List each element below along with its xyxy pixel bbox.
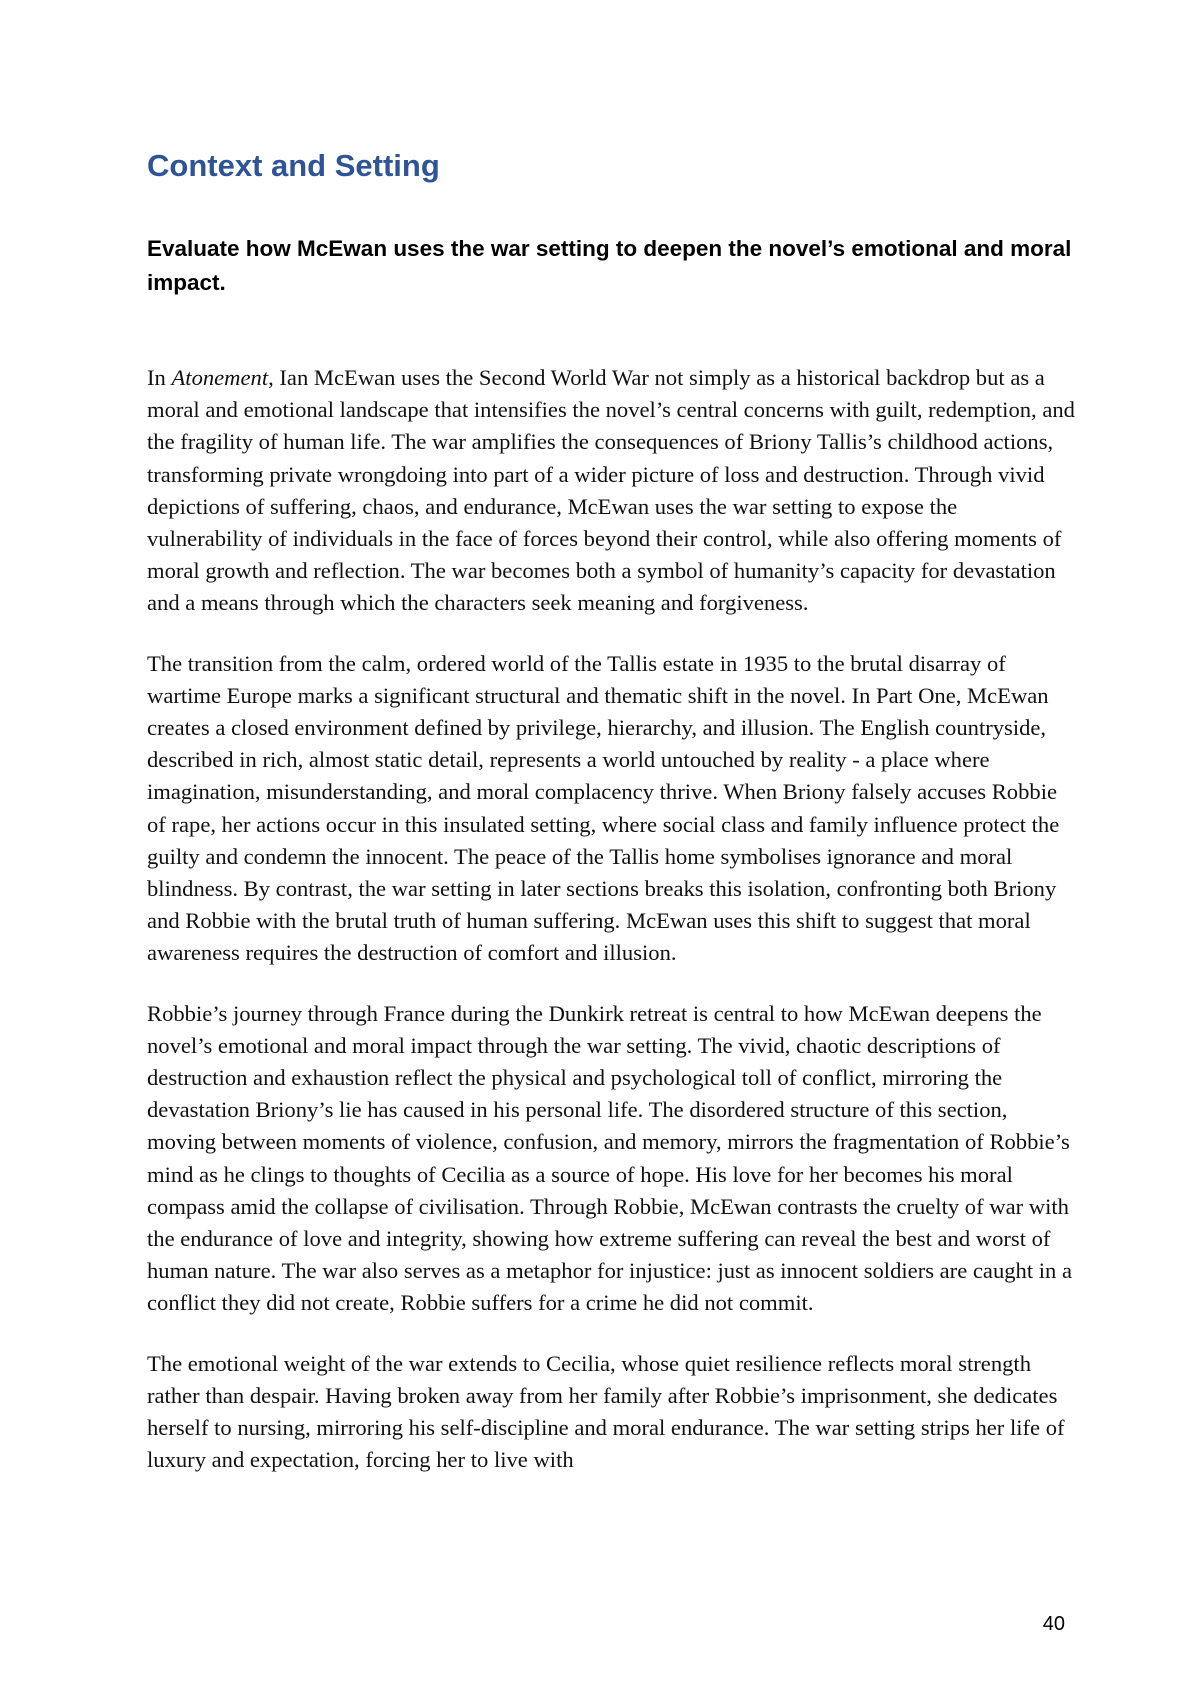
paragraph-3: Robbie’s journey through France during the Dunkirk retreat is central to how McEwan deepens the novel’s emotional and moral impact through the war setting. The vivid, chaotic descriptions of destruction and exhaustion reflect the physical and psychological toll of conflict, mirroring the devastation Briony’s lie has caused in his personal life. The disordered structure of this section, moving between moments of violence, confusion, and memory, mirrors the fragmentation of Robbie’s mind as he clings to thoughts of Cecilia as a source of hope. His love for her becomes his moral compass amid the collapse of civilisation. Through Robbie, McEwan contrasts the cruelty of war with the endurance of love and integrity, showing how extreme suffering can reveal the best and worst of human nature. The war also serves as a metaphor for injustice: just as innocent soldiers are caught in a conflict they did not create, Robbie suffers for a crime he did not commit.: [147, 1000, 1073, 1316]
essay-question: Evaluate how McEwan uses the war setting to deepen the novel’s emotional and moral impact.: [147, 236, 1072, 295]
section-heading: Context and Setting: [147, 148, 440, 183]
page-content: [147, 140, 1077, 1477]
paragraph-1: [147, 362, 1077, 620]
page-number: 40: [1042, 1613, 1065, 1635]
paragraph-1-lead: In: [147, 365, 172, 390]
paragraph-2: The transition from the calm, ordered world of the Tallis estate in 1935 to the brutal disarray of wartime Europe marks a significant structural and thematic shift in the novel. In Part One, McEwan creates a closed environment defined by privilege, hierarchy, and illusion. The English countryside, described in rich, almost static detail, represents a world untouched by reality - a place where imagination, misunderstanding, and moral complacency thrive. When Briony falsely accuses Robbie of rape, her actions occur in this insulated setting, where social class and family influence protect the guilty and condemn the innocent. The peace of the Tallis home symbolises ignorance and moral blindness. By contrast, the war setting in later sections breaks this isolation, confronting both Briony and Robbie with the brutal truth of human suffering. McEwan uses this shift to suggest that moral awareness requires the destruction of comfort and illusion.: [147, 650, 1060, 966]
book-title: Atonement: [171, 365, 269, 390]
paragraph-4: The emotional weight of the war extends to Cecilia, whose quiet resilience reflects moral strength rather than despair. Having broken away from her family after Robbie’s imprisonment, she dedicates herself to nursing, mirroring his self-discipline and moral endurance. The war setting strips her life of luxury and expectation, forcing her to live with: [147, 1350, 1065, 1473]
paragraph-1-rest: , Ian McEwan uses the Second World War not simply as a historical backdrop but as a moral and emotional landscape that intensifies the novel’s central concerns with guilt, redemption, and the fragility of human life. The war amplifies the consequences of Briony Tallis’s childhood actions, transforming private wrongdoing into part of a wider picture of loss and destruction. Through vivid depictions of suffering, chaos, and endurance, McEwan uses the war setting to expose the vulnerability of individuals in the face of forces beyond their control, while also offering moments of moral growth and reflection. The war becomes both a symbol of humanity’s capacity for devastation and a means through which the characters seek meaning and forgiveness.: [147, 365, 1075, 616]
